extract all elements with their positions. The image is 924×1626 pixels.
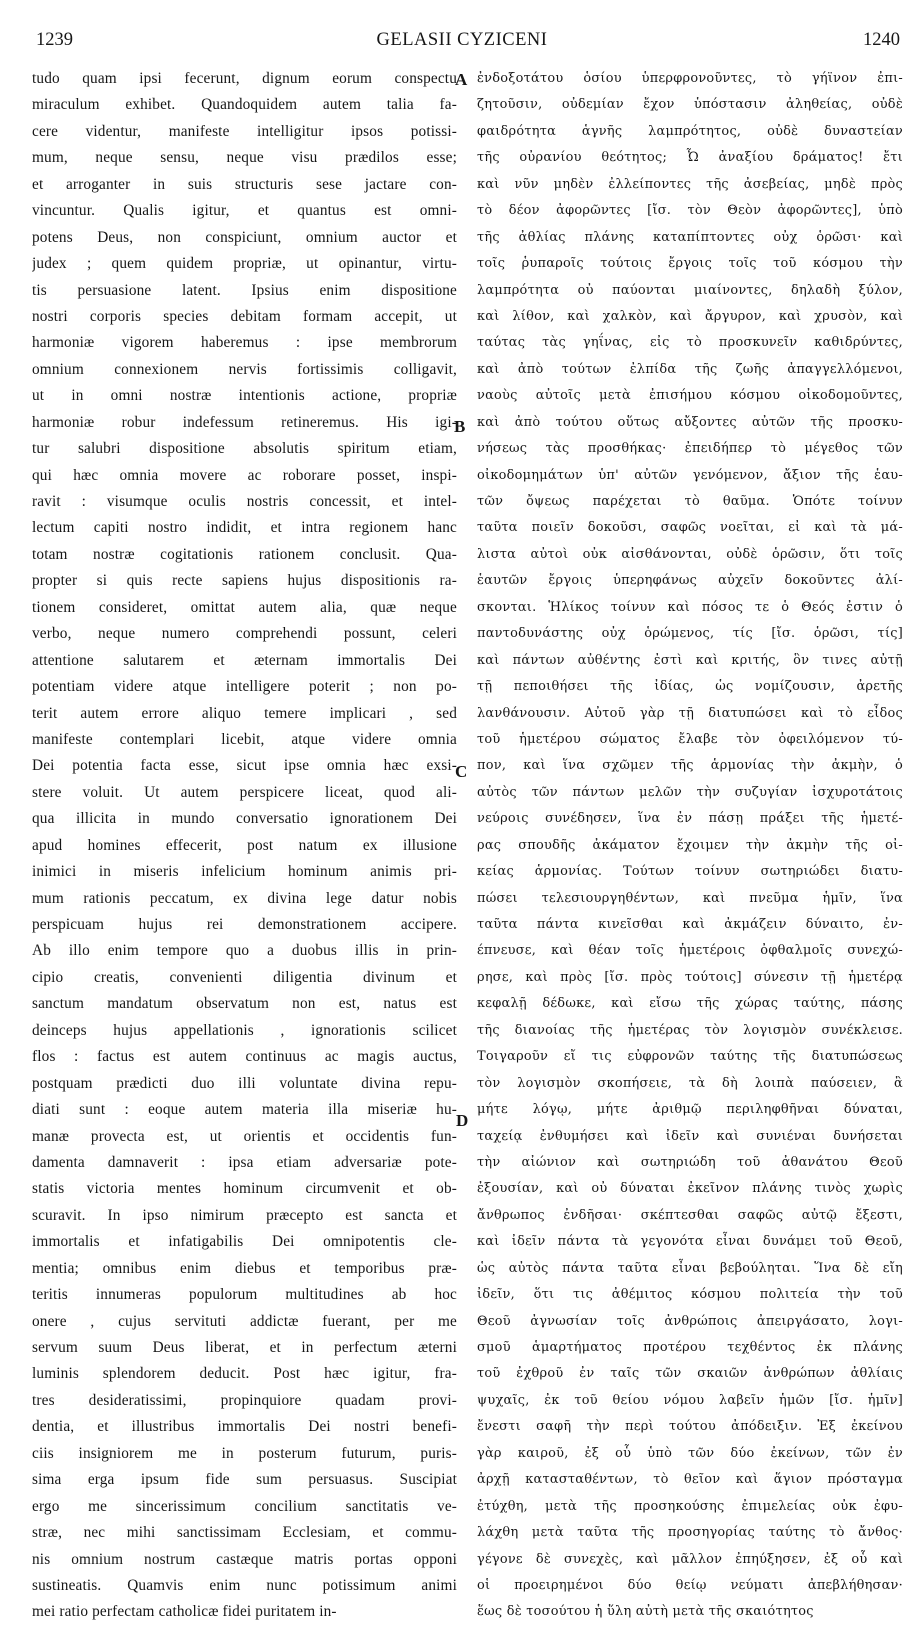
greek-text-line: φαιδρότητα ἁγνῆς λαμπρότητος, οὐδὲ δυναστείαν [477,123,903,139]
latin-text-line: terit autem errore aliquo temere implicari , sed [32,704,457,722]
greek-text-line: έπνευσε, καὶ θέαν τοῖς ἡμετέροις ὀφθαλμοῖς συνεχώ- [477,943,903,959]
greek-text-line: λιστα αὐτοὶ οὐκ αἰσθάνονται, οὐδὲ ὁρῶσιν, ὅτι τοῖς [477,546,903,562]
greek-text-line: γέγονε δὲ συνεχὲς, καὶ μᾶλλον ἐπηύξησεν, ἐξ οὗ καὶ [477,1551,903,1567]
latin-text-line: dentia, et illustribus immortalis Dei nostri benefi- [32,1418,457,1436]
greek-text-line: κείας ἁρμονίας. Τούτων τοίνυν σωτηριώδει διατυ- [477,864,903,880]
greek-text-line: ὡς αὐτὸς πάντα ταῦτα εἶναι βεβούληται. Ἵνα δὲ εἴη [477,1260,903,1276]
latin-text-line: totam nostræ cogitationis rationem conclusit. Qua- [32,545,457,563]
greek-text-line: ἄνθρωπος ἐνδῆσαι· σκέπτεσθαι σαφῶς αὐτῷ ἔξεστι, [477,1207,903,1223]
latin-text-line: potentiam videre atque intelligere poterit ; non po- [32,678,457,696]
margin-marker-c: C [455,762,468,781]
greek-text-line: νήσεως τὰς προσθήκας· ἐπειδήπερ τὸ μέγεθος τῶν [477,441,903,457]
latin-text-line: nis omnium nostrum castæque matris portas opponi [32,1550,457,1568]
latin-text-line: sustineatis. Quamvis enim nunc potissimum animi [32,1576,457,1594]
greek-text-line: τὸν λογισμὸν σκοπήσειε, τὰ δὴ λοιπὰ παύσειεν, ἃ [477,1075,903,1091]
margin-marker-d: D [456,1111,469,1130]
greek-text-line: λάχθη μετὰ ταῦτα τῆς προσηγορίας ταύτης τὸ ἄνθος· [477,1525,903,1541]
latin-text-line: servum suum Deus liberat, et in perfectum æterni [32,1339,457,1356]
latin-text-line: manifeste contemplari licebit, atque videre omnia [32,730,457,748]
greek-text-line: νεύροις συνέδησεν, ἵνα ἐν πάσῃ πράξει τῆς ἡμετέ- [477,811,903,827]
greek-text-line: κεφαλῇ δέδωκε, καὶ εἴσω τῆς χώρας ταύτης, πάσης [477,996,903,1012]
latin-text-line: mum rationis peccatum, ex divina lege datur nobis [32,889,457,907]
greek-text-line: καὶ ἀπὸ τούτων ἐλπίδα τῆς ζωῆς ἀπαγγελλόμενοι, [477,361,903,377]
latin-text-line: perspicuam hujus rei demonstrationem accipere. [32,916,457,933]
latin-text-line: qua illicita in mundo conversatio ignorationem Dei [32,810,457,828]
greek-text-line: μήτε λόγῳ, μήτε ἀριθμῷ περιληφθῆναι δύναται, [477,1102,903,1118]
page-number-right: 1240 [863,30,900,50]
running-title: GELASII CYZICENI [376,30,548,50]
latin-text-line: flos : factus est autem continuus ac magis auctus, [32,1048,457,1066]
latin-text-line: inimici in miseris infelicium hominum animis pri- [32,863,457,881]
latin-text-line: cipio creatis, convenienti diligentia divinum et [32,968,457,986]
greek-text-line: Τοιγαροῦν εἴ τις εὐφρονῶν ταύτης τῆς διατυπώσεως [477,1049,903,1065]
latin-text-line: stræ, nec mihi sanctissimam Ecclesiam, et commu- [32,1524,457,1542]
greek-text-line: ρησε, καὶ πρὸς [ἴσ. πρὸς τούτοις] σύνεσιν τῇ ἡμετέρᾳ [477,969,903,985]
latin-text-line: vincuntur. Qualis igitur, et quantus est omni- [32,202,457,220]
latin-text-line: miraculum exhibet. Quandoquidem autem talia fa- [32,96,457,114]
greek-text-line: σκονται. Ἡλίκος τοίνυν καὶ πόσος τε ὁ Θεός ἐστιν ὁ [477,599,903,615]
latin-text-line: lectum capiti nostro indidit, et intra regionem hanc [32,519,457,537]
latin-text-line: sanctum mandatum observatum non est, natus est [32,995,457,1013]
greek-text-line: λανθάνουσιν. Αὐτοῦ γὰρ τῇ διατυπώσει καὶ τὸ εἶδος [477,705,903,721]
greek-text-line: τοῖς ῥυπαροῖς τούτοις ἔργοις τοῖς τοῦ κόσμου τὴν [477,256,903,272]
greek-text-line: γὰρ καιροῦ, ἐξ οὗ ὑπὸ τῶν δύο ἐκείνων, τῶν ἐν [477,1445,903,1461]
latin-column [32,66,457,1626]
latin-text-line: scuravit. In ipso nimirum præcepto est sancta et [32,1206,457,1224]
latin-text-line: immortalis et infatigabilis Dei omnipotentis cle- [32,1233,457,1251]
greek-text-line: τῆς ἀθλίας πλάνης καταπίπτοντες οὐχ ὁρῶσι· καὶ [477,229,903,245]
latin-text-line: qui hæc omnia movere ac roborare posset, inspi- [32,466,457,484]
latin-text-line: mei ratio perfectam catholicæ fidei puritatem in- [32,1603,337,1621]
greek-text-line: καὶ ἰδεῖν πάντα τὰ γεγονότα εἶναι δυνάμει τοῦ Θεοῦ, [477,1234,903,1250]
latin-text-line: deinceps hujus appellationis , ignorationis scilicet [32,1021,457,1039]
latin-text-line: manæ provecta est, ut orientis et occidentis fun- [32,1127,457,1145]
latin-text-line: sima erga ipsum fide sum persuasus. Suscipiat [32,1471,457,1489]
greek-text-line: καὶ νῦν μηδὲν ἐλλείποντες τῆς ἀσεβείας, μηδὲ πρὸς [477,176,903,192]
greek-text-line: καὶ λίθον, καὶ χαλκὸν, καὶ ἄργυρον, καὶ χρυσὸν, καὶ [477,308,903,324]
latin-text-line: tudo quam ipsi fecerunt, dignum eorum conspectu [32,70,457,87]
latin-text-line: verbo, neque numero comprehendi possunt, celeri [32,625,457,643]
greek-text-line: ναοὺς αὐτοῖς μετὰ ἐπισήμου κόσμου οἰκοδομοῦντες, [477,388,903,404]
latin-text-line: cere videntur, manifeste intelligitur ipsos potissi- [32,122,457,140]
greek-text-line: ταῦτα ποιεῖν δοκοῦσι, σαφῶς νοεῖται, εἰ καὶ τὰ μά- [477,520,903,536]
greek-text-line: ταῦτα πάντα κινεῖσθαι καὶ ἀκμάζειν δύναιτο, ἐν- [477,917,903,932]
greek-text-line: αὐτὸς τῶν πάντων μελῶν τὴν συζυγίαν ἰσχυροτάτοις [477,784,903,800]
greek-text-line: τὴν αἰώνιον καὶ σωτηριώδη τοῦ ἀθανάτου Θεοῦ [477,1154,903,1170]
latin-text-line: luminis splendorem deducit. Post hæc igitur, fra- [32,1365,457,1383]
greek-text-line: οἱ προειρημένοι δύο θείῳ νεύματι ἀπεβλήθησαν· [477,1577,903,1593]
latin-text-line: tis persuasione latent. Ipsius enim dispositione [32,281,457,299]
latin-text-line: teritis innumeras populorum multitudines ab hoc [32,1286,457,1304]
greek-text-line: παντοδυνάστης οὐχ ὁρώμενος, τίς [ἴσ. ὁρῶσι, τίς] [477,626,903,642]
latin-text-line: tionem consideret, omittat autem alia, quæ neque [32,598,457,616]
greek-text-line: ἀρχῇ κατασταθέντων, τὸ θεῖον καὶ ἅγιον πρόσταγμα [477,1472,903,1488]
latin-text-line: onere , cujus servituti addictæ fuerant, per me [32,1312,457,1330]
greek-text-line: ἔνεστι σαφῆ τὴν περὶ τούτου ἀπόδειξιν. Ἐξ ἐκείνου [477,1419,903,1435]
greek-text-line: ἐξουσίαν, καὶ οὐ δύναται ἐκεῖνον πλάνης τινὸς χωρὶς [477,1181,903,1197]
greek-text-line: ταύτας τὰς γηΐνας, εἰς τὸ προσκυνεῖν καθιδρύντες, [477,335,903,351]
latin-text-line: judex ; quem quidem propriæ, ut opinantur, virtu- [32,255,457,273]
latin-text-line: ciis insigniorem me in posterum futurum, puris- [32,1444,457,1462]
page-header [0,30,924,62]
latin-text-line: omnium connexionem nervis fortissimis colligavit, [32,360,457,378]
latin-text-line: Ab illo enim tempore quo a duobus illis in prin- [32,942,457,960]
page-number-left: 1239 [36,30,73,50]
greek-text-line: τῶν ὄψεως παρέχεται τὸ θαῦμα. Ὁπότε τοίνυν [477,494,903,509]
latin-text-line: Dei potentia facta esse, sicut ipse omnia hæc exsi- [32,757,457,775]
latin-text-line: nostri corporis species debitam formam accepit, ut [32,307,457,325]
latin-text-line: et arroganter in suis structuris sese jactare con- [32,175,457,193]
greek-text-line: Θεοῦ ἀγνωσίαν τοῖς ἀνθρώποις ἀπειργάσατο, λογι- [477,1313,903,1329]
greek-text-line: πώσει τελεσιουργηθέντων, καὶ πνεῦμα ἡμῖν, ἵνα [477,890,903,906]
greek-text-line: καὶ ἀπὸ τούτου οὕτως αὔξοντες αὐτῶν τῆς προσκυ- [477,414,903,430]
latin-text-line: damenta damnaverit : ipsa etiam adversariæ pote- [32,1153,457,1171]
greek-column [477,66,903,1626]
greek-text-line: τῆς διανοίας τῆς ἡμετέρας τὸν λογισμὸν συνέκλεισε. [477,1022,903,1038]
latin-text-line: tres desideratissimi, propinquiore quadam provi- [32,1391,457,1409]
latin-text-line: mentia; omnibus enim diebus et temporibus præ- [32,1259,457,1277]
greek-text-line: τοῦ ἐχθροῦ ἐν ταῖς τῶν σκαιῶν ἀνθρώπων ἀθλίαις [477,1366,903,1382]
latin-text-line: ergo me sincerissimum concilium sanctitatis ve- [32,1497,457,1515]
latin-text-line: diati sunt : eoque autem materia illa miseriæ hu- [32,1101,457,1119]
latin-text-line: harmoniæ vigorem haberemus : ipse membrorum [32,334,457,352]
latin-text-line: statis victoria mentes hominum circumvenit et ob- [32,1180,457,1198]
greek-text-line: ἰδεῖν, ὅτι τις ἀθέμιτος κόσμου πολιτεία τὴν τοῦ [477,1287,903,1303]
latin-text-line: potens Deus, non conspiciunt, omnium auctor et [32,228,457,246]
margin-marker-b: B [454,417,466,436]
greek-text-line: πον, καὶ ἵνα σχῶμεν τῆς ἁρμονίας τὴν ἀκμὴν, ὁ [477,758,903,774]
greek-text-line: ἕως δὲ τοσούτου ἡ ὕλη αὐτὴ μετὰ τῆς σκαιότητος [477,1604,814,1620]
latin-text-line: mum, neque sensu, neque visu prædilos esse; [32,149,457,167]
greek-text-line: τῆς οὐρανίου θεότητος; Ὦ ἀναξίου δράματος! ἔτι [477,150,903,166]
greek-text-line: οἰκοδομημάτων ὑπ' αὐτῶν γενόμενον, ἄξιον τῆς ἑαυ- [477,467,903,483]
greek-text-line: τοῦ ἡμετέρου σώματος ἔλαβε τὸν ὀφειλόμενον τύ- [477,731,903,747]
greek-text-line: σμοῦ ἁμαρτήματος προτέρου τεχθέντος ἐκ πλάνης [477,1340,903,1355]
latin-text-line: attentione salutarem et æternam immortalis Dei [32,651,457,669]
latin-text-line: harmoniæ robur indefessum retineremus. His igi- [32,413,457,431]
greek-text-line: ψυχαῖς, ἐκ τοῦ θείου νόμου λαβεῖν ἡμῶν [ἴσ. ἡμῖν] [477,1392,903,1408]
greek-text-line: ζητοῦσιν, οὐδεμίαν ἔχον ὑπόστασιν ἀληθείας, οὐδὲ [477,97,903,113]
greek-text-line: λαμπρότητα οὐ παύονται μιαίνοντες, δηλαδὴ ξύλον, [477,282,903,298]
greek-text-line: καὶ πάντων αὐθέντης ἐστὶ καὶ κριτής, ὃν τινες αὐτῇ [477,652,903,668]
latin-text-line: postquam prædicti duo illi voluntate divina repu- [32,1074,457,1092]
greek-text-line: ἑαυτῶν ἔργοις ὑπερηφάνως αὐχεῖν δοκοῦντες ἀλί- [477,573,903,589]
latin-text-line: ut in omni nostræ intentionis actione, propriæ [32,387,457,405]
greek-text-line: ἐνδοξοτάτου ὁσίου ὑπερφρονοῦντες, τὸ γήϊνον ἐπι- [477,71,903,86]
latin-text-line: tur salubri dispositione absolutis spiritum etiam, [32,440,457,458]
greek-text-line: ταχείᾳ ἐνθυμήσει καὶ ἰδεῖν καὶ συνιέναι δυνήσεται [477,1128,903,1144]
latin-text-line: stere voluit. Ut autem perspicere liceat, quod ali- [32,783,457,801]
latin-text-line: propter si quis recte sapiens hujus dispositionis ra- [32,572,457,590]
latin-text-line: ravit : visumque oculis nostris concessit, et intel- [32,493,457,510]
greek-text-line: ἐτύχθη, μετὰ τῆς προσηκούσης ἐπιμελείας οὐκ ἐφυ- [477,1498,903,1514]
greek-text-line: τὸ δέον ἀφορῶντες [ἴσ. τὸν Θεὸν ἀφορῶντες], ὑπὸ [477,203,903,219]
margin-marker-a: A [455,70,468,89]
greek-text-line: ρας σπουδῆς ἀκάματον ἔχοιμεν τὴν ἀκμὴν τῆς οἰ- [477,837,903,853]
greek-text-line: τῇ πεποιθήσει τῆς ἰδίας, ὡς νομίζουσιν, ἀρετῆς [477,679,903,695]
latin-text-line: apud homines effecerit, post natum ex illusione [32,836,457,854]
